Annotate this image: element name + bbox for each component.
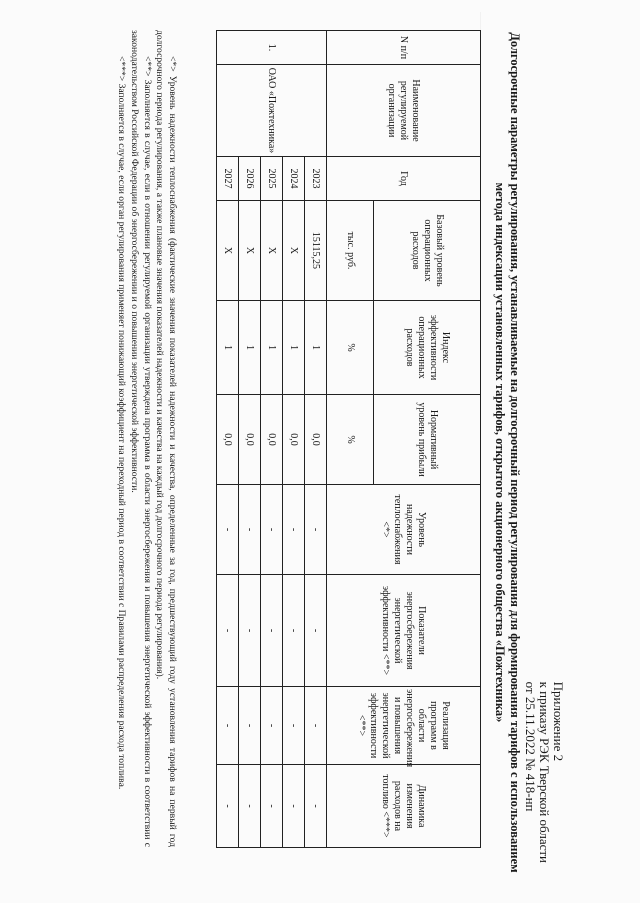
cell-reliability: - [305,485,327,575]
appendix-stamp [523,682,565,863]
cell-index: 1 [261,301,283,395]
appendix-line-1: Приложение 2 [551,681,566,762]
appendix-line-3: от 25.11.2022 № 418-нп [523,681,538,812]
appendix-line-2: к приказу РЭК Тверской области [537,681,552,863]
header-fuel: Динамика изменения расходов на топливо <***> [327,765,481,848]
cell-reliability: - [283,485,305,575]
cell-program: - [217,687,239,765]
unit-index: % [327,301,374,395]
cell-reliability: - [261,485,283,575]
organization-name: ОАО «Пожтехника» [217,65,327,157]
footnotes [114,30,178,847]
footnote-2: <**> Заполняется в случае, если в отношении регулируемой организации утверждена программа в области энергосбережения и повышения энергетической эффективности в соответствии с законодательством Российской Федерации об энергосбережении и о повышении энергетической эффективности. [128,30,153,847]
cell-program: - [283,687,305,765]
cell-base: Х [217,201,239,301]
header-program: Реализация программ в области энергосбережения и повышения энергетической эффективности <**> [327,687,481,765]
cell-index: 1 [283,301,305,395]
cell-index: 1 [217,301,239,395]
cell-base: Х [239,201,261,301]
footnote-1: <*> Уровень надежности теплоснабжения (фактические значения показателей надежности и качества, определенные за год, предшествующий году установления тарифов на первый год долгосрочного периода регулирования, а также плановые значения показателей надежности и качества на каждый год долгосрочного периода регулирования). [154,30,178,847]
footnote-3: <***> Заполняется в случае, если орган регулирования применяет понижающий коэффициент на переходный период в соответствии с Правилами распределения расхода топлива. [116,56,128,790]
cell-index: 1 [305,301,327,395]
unit-base: тыс. руб. [327,201,374,301]
header-org: Наименование регулируемой организации [327,65,481,157]
cell-energy: - [239,575,261,687]
row-number: 1. [217,31,327,65]
cell-year: 2027 [217,157,239,201]
cell-energy: - [305,575,327,687]
cell-year: 2023 [305,157,327,201]
cell-profit: 0,0 [217,395,239,485]
cell-energy: - [261,575,283,687]
parameters-table [216,30,481,848]
cell-year: 2025 [261,157,283,201]
cell-energy: - [283,575,305,687]
unit-profit: % [327,395,374,485]
title-line-1: Долгосрочные параметры регулирования, устанавливаемые на долгосрочный период регулирования для формирования тарифов с использованием [508,32,522,873]
header-profit: Нормативный уровень прибыли [374,395,481,485]
header-index: Индекс эффективности операционных расходов [374,301,481,395]
header-reliability: Уровень надежности теплоснабжения <*> [327,485,481,575]
cell-program: - [239,687,261,765]
cell-base: Х [283,201,305,301]
document-title [492,8,522,897]
table-row [305,31,327,848]
cell-fuel: - [239,765,261,848]
cell-profit: 0,0 [239,395,261,485]
cell-base: Х [261,201,283,301]
cell-reliability: - [239,485,261,575]
header-row [374,31,481,848]
header-year: Год [327,157,481,201]
cell-fuel: - [261,765,283,848]
cell-program: - [261,687,283,765]
cell-index: 1 [239,301,261,395]
cell-profit: 0,0 [261,395,283,485]
cell-year: 2026 [239,157,261,201]
cell-base: 15115,25 [305,201,327,301]
cell-profit: 0,0 [305,395,327,485]
cell-year: 2024 [283,157,305,201]
cell-fuel: - [283,765,305,848]
cell-program: - [305,687,327,765]
header-num: N п/п [327,31,481,65]
cell-fuel: - [217,765,239,848]
cell-reliability: - [217,485,239,575]
cell-energy: - [217,575,239,687]
title-line-2: метода индексации установленных тарифов, открытого акционерного общества «Пожтехника» [493,182,507,723]
header-energy: Показатели энергосбережения энергетической эффективности <**> [327,575,481,687]
cell-fuel: - [305,765,327,848]
header-base: Базовый уровень операционных расходов [374,201,481,301]
cell-profit: 0,0 [283,395,305,485]
